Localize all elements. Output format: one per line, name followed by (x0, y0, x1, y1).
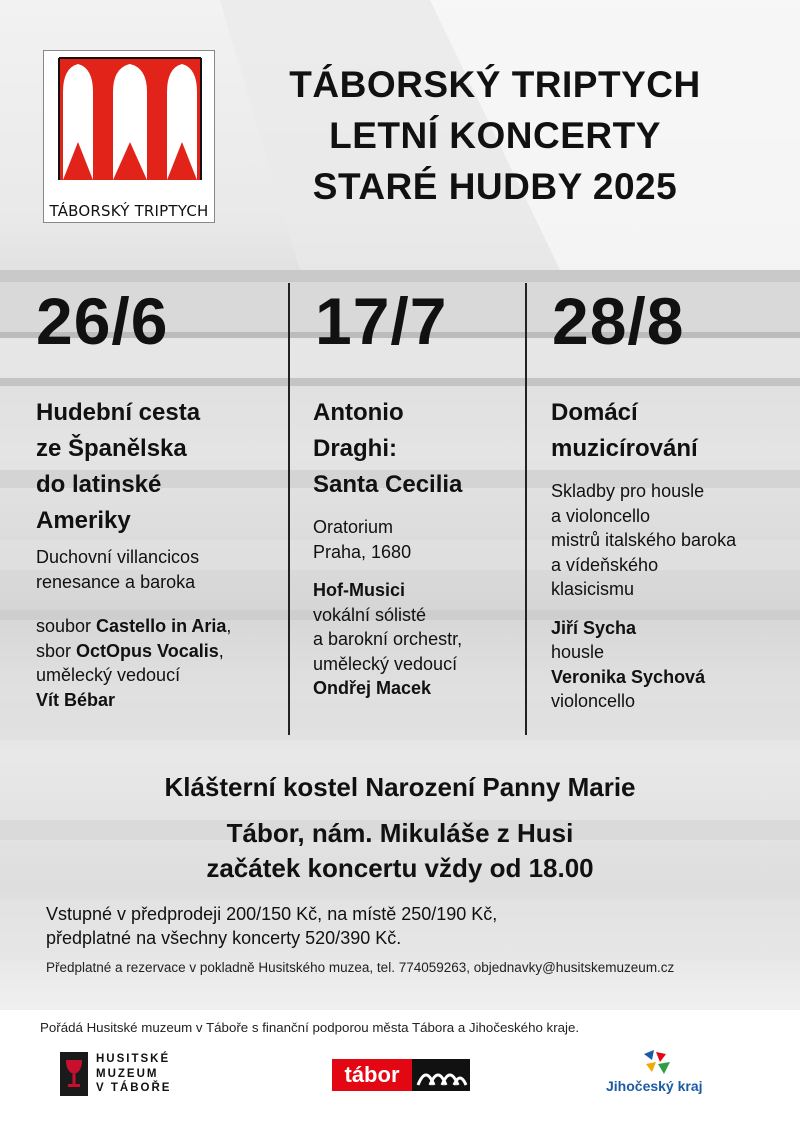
concert-description: Duchovní villancicos renesance a baroka (36, 547, 200, 592)
concert-start-time: začátek koncertu vždy od 18.00 (206, 853, 594, 883)
museum-logo: HUSITSKÉ MUZEUM V TÁBOŘE (60, 1052, 220, 1098)
concert-title: Domácí muzicírování (551, 399, 698, 462)
city-tabor-logo: tábor (332, 1059, 472, 1091)
column-divider (288, 283, 290, 735)
venue-address: Tábor, nám. Mikuláše z Husi (226, 818, 574, 848)
concert-date-2: 17/7 (315, 284, 448, 358)
venue-church: Klášterní kostel Narození Panny Marie (164, 772, 636, 802)
city-arches-icon (412, 1059, 470, 1091)
concert-performers: Hof-Musici vokální sólisté a barokní orchestr, umělecký vedoucí Ondřej Macek (313, 580, 463, 698)
concert-title: Hudební cesta ze Španělska do latinské Ameriky (36, 399, 201, 534)
reservation-contact: Předplatné a rezervace v pokladně Husitského muzea, tel. 774059263, objednavky@husitskemuzeum.cz (46, 960, 675, 975)
concert-date-3: 28/8 (552, 284, 685, 358)
concert-column-3 (551, 395, 791, 728)
page-title-line-2: LETNÍ KONCERTY (329, 115, 661, 156)
organizer-note: Pořádá Husitské muzeum v Táboře s finanční podporou města Tábora a Jihočeského kraje. (40, 1020, 580, 1035)
ticket-prices: Vstupné v předprodeji 200/150 Kč, na místě 250/190 Kč, předplatné na všechny koncerty 520/390 Kč. (46, 904, 498, 948)
concert-description: Oratorium Praha, 1680 (313, 517, 412, 562)
concert-column-2 (313, 395, 518, 715)
concert-date-1: 26/6 (36, 284, 169, 358)
column-divider (525, 283, 527, 735)
concert-description: Skladby pro housle a violoncello mistrů italského baroka a vídeňského klasicismu (551, 481, 737, 599)
concert-column-1 (36, 395, 281, 726)
page-title-line-1: TÁBORSKÝ TRIPTYCH (289, 64, 701, 105)
logo-caption: TÁBORSKÝ TRIPTYCH (49, 202, 209, 220)
region-logo: Jihočeský kraj (606, 1050, 736, 1100)
gothic-arches-icon (45, 52, 215, 192)
triptych-logo (43, 50, 215, 223)
concert-performers: soubor Castello in Aria, sbor OctOpus Vocalis, umělecký vedoucí Vít Bébar (36, 616, 232, 710)
concert-title: Antonio Draghi: Santa Cecilia (313, 399, 463, 498)
page-title-line-3: STARÉ HUDBY 2025 (312, 166, 678, 207)
chalice-icon (60, 1052, 88, 1096)
concert-performers: Jiří Sycha housle Veronika Sychová violoncello (551, 617, 706, 711)
region-emblem-icon (640, 1050, 674, 1076)
